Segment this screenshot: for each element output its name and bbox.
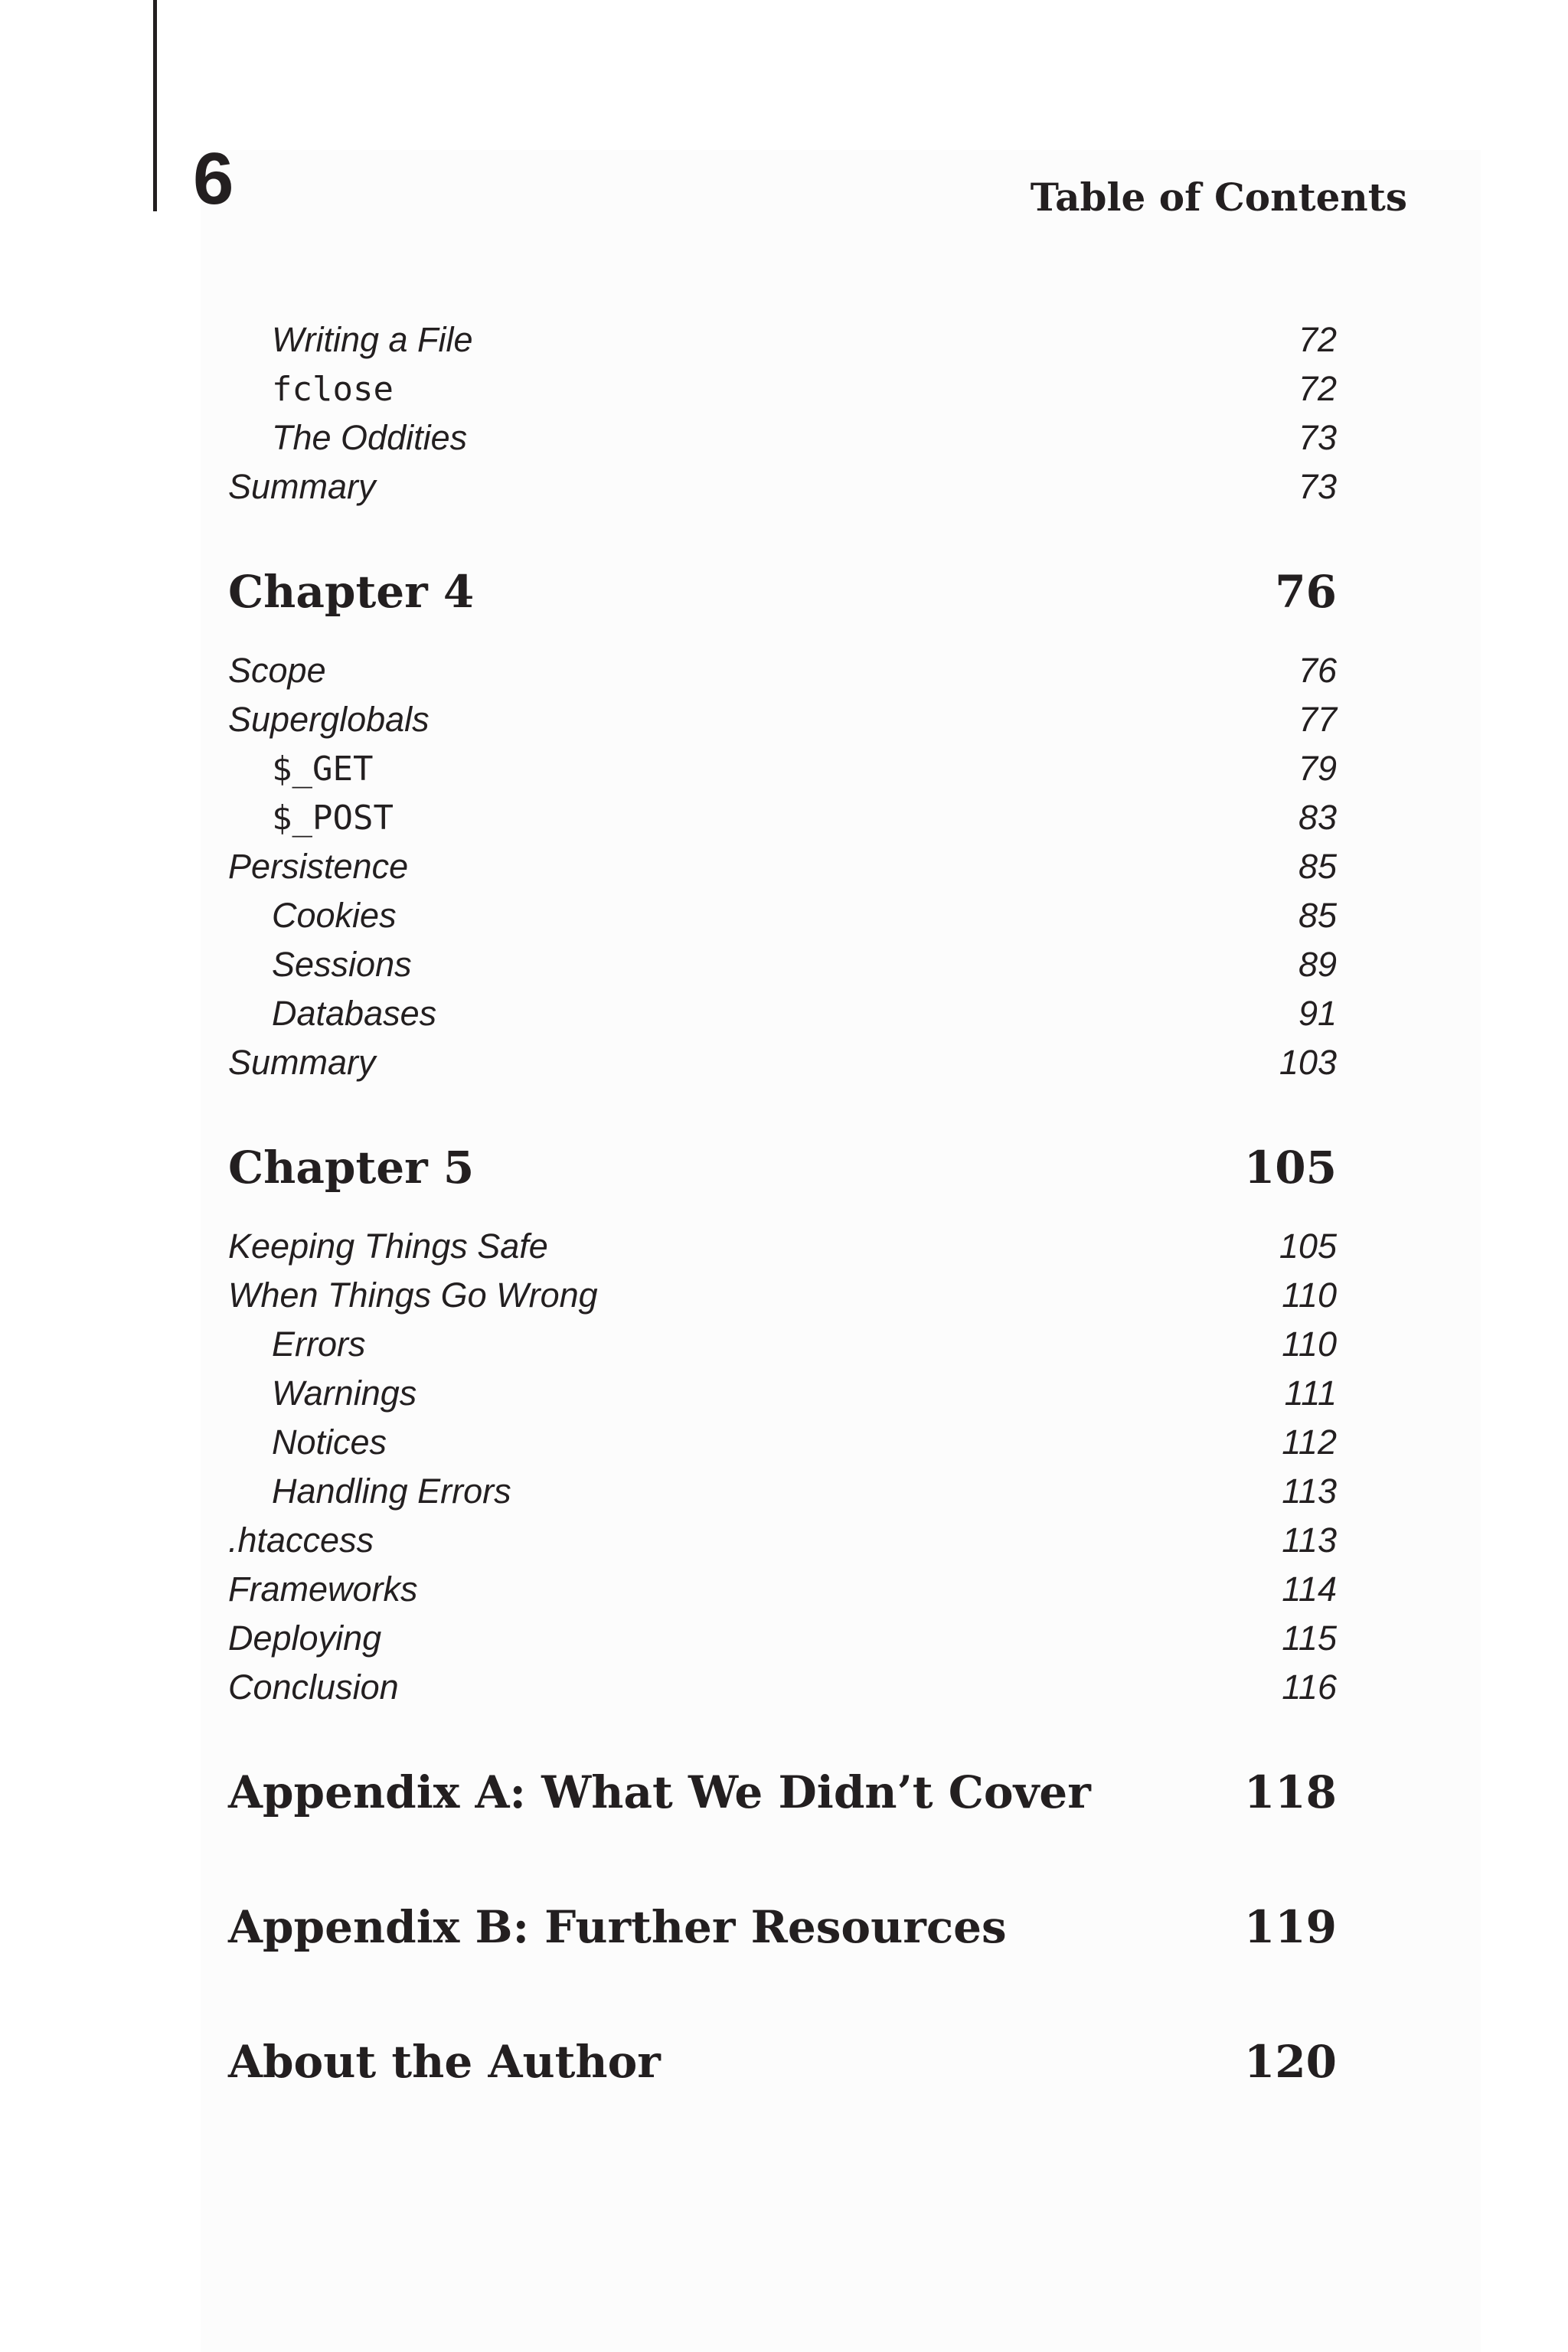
toc-entry[interactable] — [228, 940, 1337, 989]
toc-entry-page: 103 — [1279, 1043, 1337, 1082]
toc-entry-page: 73 — [1298, 418, 1337, 457]
toc-entry-title: Frameworks — [228, 1570, 418, 1609]
toc-entry-page: 114 — [1282, 1570, 1337, 1609]
toc-entry-page: 83 — [1298, 798, 1337, 837]
toc-entry-title: Superglobals — [228, 700, 430, 739]
toc-entry-page: 111 — [1284, 1374, 1337, 1413]
toc-entry-title: Summary — [228, 1043, 376, 1082]
toc-entry[interactable] — [228, 462, 1337, 511]
toc-entry-page: 72 — [1298, 369, 1337, 408]
toc-appendix-heading[interactable] — [228, 1762, 1337, 1823]
toc-entry-page: 85 — [1298, 896, 1337, 935]
toc-entry-title: Errors — [272, 1325, 366, 1364]
toc-entry-page: 73 — [1298, 467, 1337, 506]
toc-entry[interactable] — [228, 1663, 1337, 1712]
toc-entry-page: 105 — [1279, 1227, 1337, 1266]
toc-about-heading[interactable] — [228, 2031, 1337, 2092]
toc-heading-page: 120 — [1243, 2036, 1337, 2088]
toc-entry-title: Summary — [228, 467, 376, 506]
toc-heading-title: Appendix B: Further Resources — [228, 1901, 1007, 1953]
toc-entry[interactable] — [228, 695, 1337, 744]
toc-heading-page: 105 — [1243, 1142, 1337, 1194]
toc-entry-title: .htaccess — [228, 1521, 374, 1560]
toc-entry-page: 110 — [1282, 1276, 1337, 1315]
toc-entry[interactable] — [228, 1467, 1337, 1516]
toc-entry-page: 91 — [1298, 994, 1337, 1033]
toc-entry-page: 72 — [1298, 320, 1337, 359]
toc-entry[interactable] — [228, 1369, 1337, 1418]
toc-entry-title: The Oddities — [272, 418, 468, 457]
toc-entry[interactable] — [228, 646, 1337, 695]
toc-entry-title: Persistence — [228, 847, 409, 886]
toc-appendix-heading[interactable] — [228, 1896, 1337, 1958]
toc-entry-page: 77 — [1298, 700, 1337, 739]
toc-entry[interactable] — [228, 989, 1337, 1038]
toc-heading-title: Appendix A: What We Didn’t Cover — [228, 1766, 1091, 1818]
toc-entry-page: 116 — [1282, 1668, 1337, 1707]
toc-entry-page: 85 — [1298, 847, 1337, 886]
toc-entry-title: Keeping Things Safe — [228, 1227, 548, 1266]
toc-entry[interactable] — [228, 1614, 1337, 1663]
toc-entry-title: Sessions — [272, 945, 412, 984]
toc-entry-title: When Things Go Wrong — [228, 1276, 598, 1315]
page-number: 6 — [193, 138, 234, 220]
toc-heading-title: Chapter 5 — [228, 1142, 475, 1194]
toc-entry[interactable] — [228, 744, 1337, 793]
running-head: Table of Contents — [1030, 175, 1407, 220]
toc-entry[interactable] — [228, 1222, 1337, 1271]
toc-entry-page: 89 — [1298, 945, 1337, 984]
toc-chapter-heading[interactable] — [228, 561, 1337, 622]
toc-entry[interactable] — [228, 315, 1337, 364]
toc-entry-page: 79 — [1298, 749, 1337, 788]
toc-entry-title: Notices — [272, 1423, 387, 1462]
margin-rule — [153, 0, 157, 211]
toc-entry[interactable] — [228, 1038, 1337, 1087]
toc-entry-title: fclose — [272, 370, 394, 409]
toc-entry-title: Handling Errors — [272, 1472, 511, 1511]
toc-heading-page: 76 — [1275, 566, 1337, 618]
toc-entry[interactable] — [228, 364, 1337, 413]
toc-entry-page: 110 — [1282, 1325, 1337, 1364]
toc-entry-title: Conclusion — [228, 1668, 399, 1707]
toc-entry[interactable] — [228, 1516, 1337, 1565]
toc-entry[interactable] — [228, 793, 1337, 842]
toc-entry[interactable] — [228, 842, 1337, 891]
toc-entry[interactable] — [228, 1418, 1337, 1467]
toc-entry-title: $_POST — [272, 799, 394, 838]
toc-heading-title: Chapter 4 — [228, 566, 475, 618]
toc-entry-title: Cookies — [272, 896, 397, 935]
toc-entry-title: Writing a File — [272, 320, 473, 359]
toc-entry-page: 112 — [1282, 1423, 1337, 1462]
toc-entry-page: 76 — [1298, 651, 1337, 690]
toc-heading-title: About the Author — [228, 2036, 661, 2088]
toc-entry-title: Databases — [272, 994, 437, 1033]
toc-entry-title: Deploying — [228, 1619, 382, 1658]
toc-entry-title: $_GET — [272, 750, 374, 789]
toc-entry-title: Scope — [228, 651, 326, 690]
toc-entry[interactable] — [228, 1271, 1337, 1320]
toc-heading-page: 119 — [1243, 1901, 1337, 1953]
toc-heading-page: 118 — [1243, 1766, 1337, 1818]
toc-entry[interactable] — [228, 891, 1337, 940]
toc-entry[interactable] — [228, 1320, 1337, 1369]
toc-entry[interactable] — [228, 413, 1337, 462]
toc-entry-page: 113 — [1282, 1472, 1337, 1511]
toc-entry-page: 113 — [1282, 1521, 1337, 1560]
toc-entry-title: Warnings — [272, 1374, 417, 1413]
toc-chapter-heading[interactable] — [228, 1137, 1337, 1198]
toc-entry[interactable] — [228, 1565, 1337, 1614]
toc-entry-page: 115 — [1282, 1619, 1337, 1658]
